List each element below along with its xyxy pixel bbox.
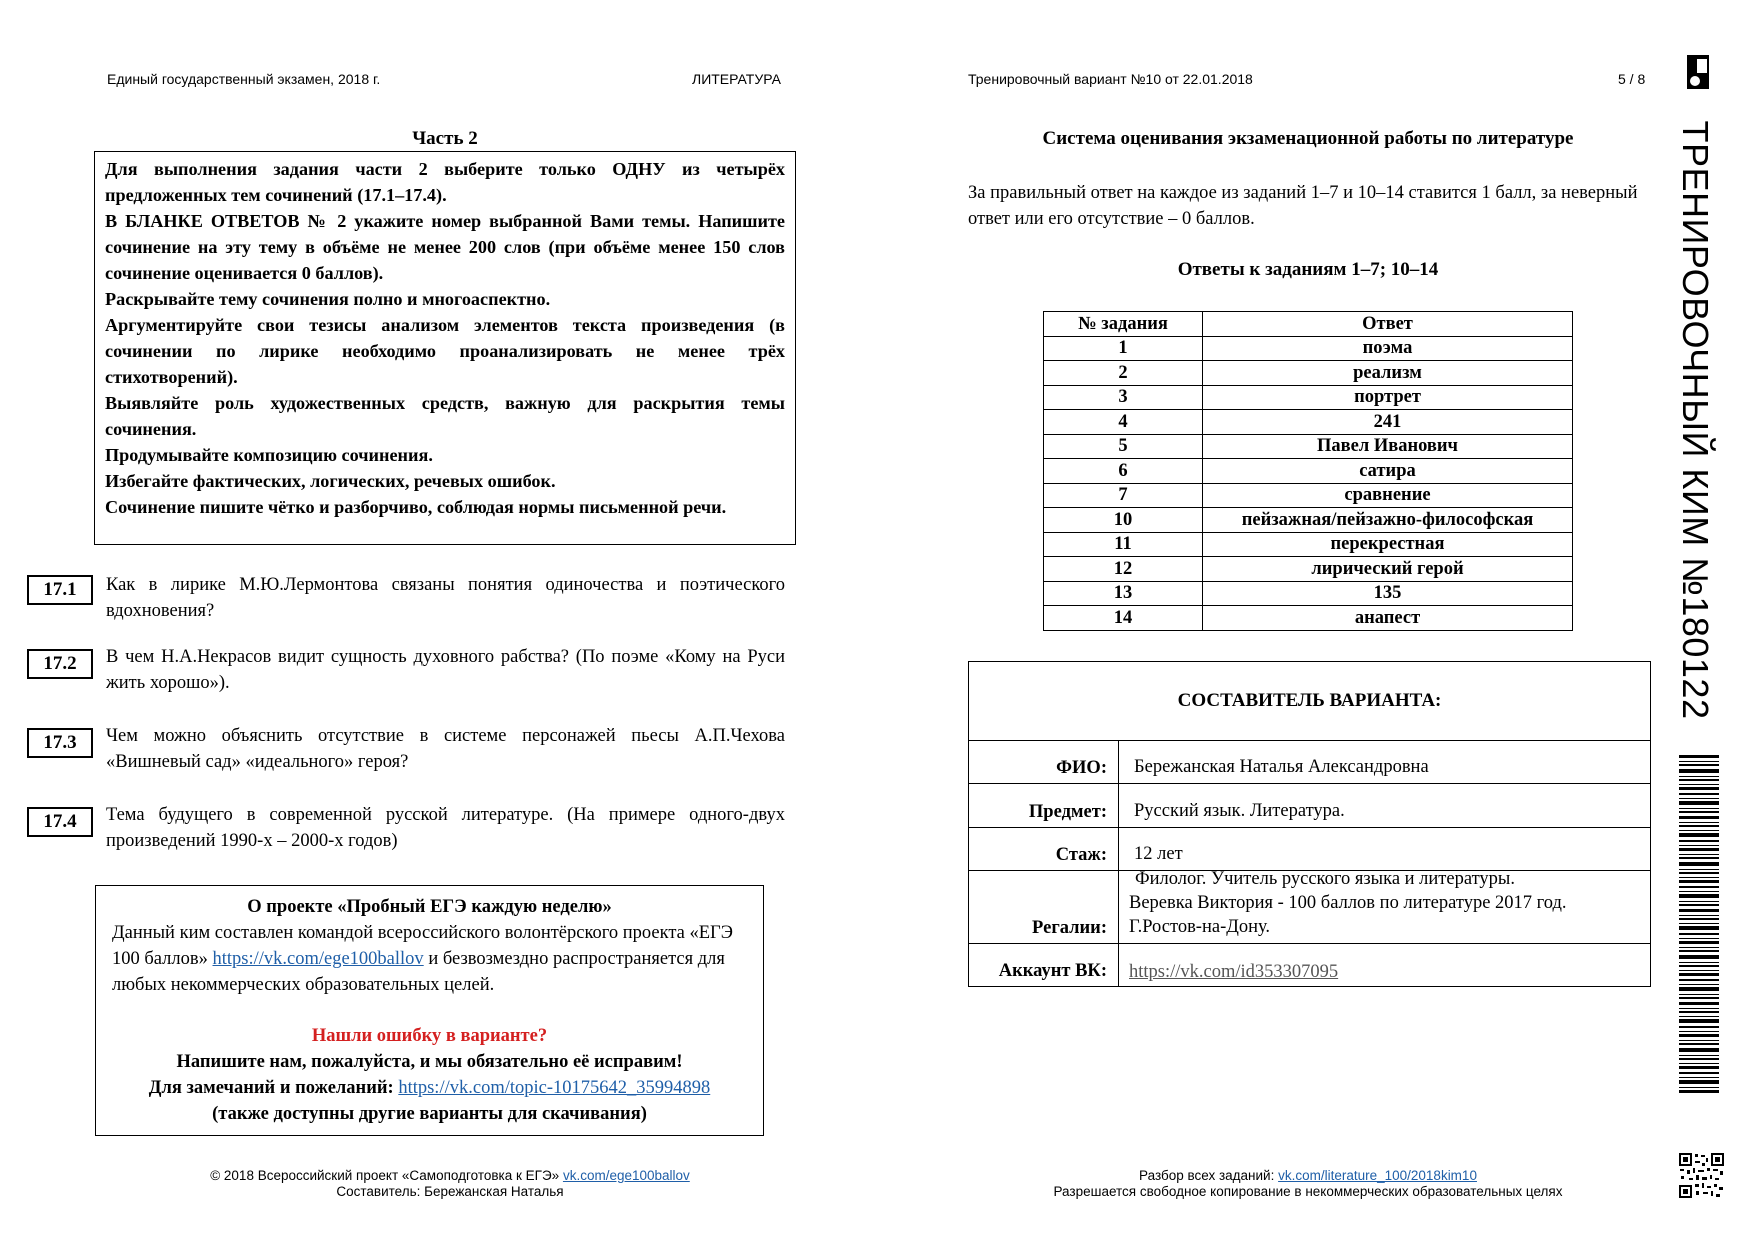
table-row [1044,483,1573,508]
divider [1118,871,1119,943]
author-row-regalia [969,871,1650,944]
instruction: Аргументируйте свои тезисы анализом элементов текста произведения (в сочинении по лирике необходимо проанализировать не менее трёх стихотворений). [105,315,785,387]
footer-author: Составитель: Бережанская Наталья [336,1184,564,1199]
task-cell: 11 [1044,532,1203,557]
task-cell: 7 [1044,483,1203,508]
scoring-title: Система оценивания экзаменационной работы по литературе [1042,128,1574,149]
answers-title: Ответы к заданиям 1–7; 10–14 [1177,259,1439,280]
table-row [1044,361,1573,386]
qr-code-graphic [1679,1153,1724,1198]
task-cell: 14 [1044,606,1203,631]
author-row-vk [969,944,1650,986]
table-row [1044,459,1573,484]
subject-label: Предмет: [1028,802,1107,822]
task-cell: 1 [1044,336,1203,361]
regalia-value [1129,867,1642,939]
author-row-experience [969,828,1650,871]
vk-value-wrap [1129,960,1642,984]
author-box [968,661,1651,987]
regalia-label: Регалии: [1032,918,1107,938]
regalia-line: Г.Ростов-на-Дону. [1129,917,1271,937]
regalia-line: Филолог. Учитель русского языка и литературы. [1135,869,1515,889]
project-link[interactable]: https://vk.com/ege100ballov [212,949,424,969]
barcode [1679,753,1719,1097]
about-title: О проекте «Пробный ЕГЭ каждую неделю» [247,897,612,917]
task-cell: 6 [1044,459,1203,484]
experience-label: Стаж: [1055,845,1107,865]
header-cell-task: № задания [1044,312,1203,337]
table-row [1044,385,1573,410]
answer-cell: анапест [1203,606,1573,631]
feedback-label: Для замечаний и пожеланий: [148,1078,399,1098]
copyright-text: © 2018 Всероссийский проект «Самоподготовка к ЕГЭ» [210,1168,563,1183]
author-row-fio [969,740,1650,784]
divider [1118,944,1119,986]
instruction: В БЛАНКЕ ОТВЕТОВ № 2 укажите номер выбранной Вами темы. Напишите сочинение на эту тему в объёме не менее 200 слов (при объёме менее 150 слов сочинение оценивается 0 баллов). [105,211,785,283]
task-cell: 4 [1044,410,1203,435]
answer-cell: поэма [1203,336,1573,361]
task-cell: 10 [1044,508,1203,533]
fio-label: ФИО: [1056,758,1107,778]
answer-cell: реализм [1203,361,1573,386]
answer-cell: лирический герой [1203,557,1573,582]
footer-left [95,1168,805,1200]
answer-cell: Павел Иванович [1203,434,1573,459]
divider [1118,740,1119,783]
task-text: Тема будущего в современной русской литературе. (На примере одного-двух произведений 1990-х – 2000-х годов) [106,805,785,851]
error-line: Напишите нам, пожалуйста, и мы обязательно её исправим! [176,1052,683,1072]
also-available: (также доступны другие варианты для скачивания) [212,1104,647,1124]
part-title: Часть 2 [412,128,478,149]
vk-link[interactable]: https://vk.com/id353307095 [1129,962,1339,982]
task-number: 17.4 [27,807,93,837]
vertical-title-text: ТРЕНИРОВОЧНЫЙ КИМ №180122 [1675,120,1716,720]
table-row [1044,557,1573,582]
answer-cell: пейзажная/пейзажно-философская [1203,508,1573,533]
task-number: 17.1 [27,575,93,605]
answer-cell: перекрестная [1203,532,1573,557]
subject-name: ЛИТЕРАТУРА [692,71,781,87]
task-cell: 2 [1044,361,1203,386]
regalia-line: Веревка Виктория - 100 баллов по литературе 2017 год. [1129,893,1567,913]
variant-name: Тренировочный вариант №10 от 22.01.2018 [968,71,1253,87]
answers-table [1043,311,1573,631]
instructions-box [94,151,796,545]
answer-cell: 135 [1203,581,1573,606]
task-text: Чем можно объяснить отсутствие в системе персонажей пьесы А.П.Чехова «Вишневый сад» «идеального» героя? [106,726,785,772]
divider [1118,784,1119,827]
instruction: Выявляйте роль художественных средств, важную для раскрытия темы сочинения. [105,393,785,439]
footer-left-line1 [95,1168,805,1184]
table-row [1044,410,1573,435]
about-text [96,920,763,998]
vertical-title [1665,120,1725,720]
instruction: Раскрывайте тему сочинения полно и многоаспектно. [105,289,551,309]
footer-right [968,1168,1648,1200]
author-title: СОСТАВИТЕЛЬ ВАРИАНТА: [969,662,1650,741]
barcode-graphic [1679,753,1719,1097]
analysis-link[interactable]: vk.com/literature_100/2018kim10 [1278,1168,1477,1183]
about-text-part: Данный ким составлен командой всероссийского волонтёрского проекта «ЕГЭ 100 баллов» [112,923,733,969]
scoring-text: За правильный ответ на каждое из заданий 1–7 и 10–14 ставится 1 балл, за неверный ответ или его отсутствие – 0 баллов. [968,183,1638,229]
divider [1118,828,1119,870]
task-text: В чем Н.А.Некрасов видит сущность духовного рабства? (По поэме «Кому на Руси жить хорошо»). [106,647,785,693]
qr-code [1679,1153,1724,1198]
instruction: Сочинение пишите чётко и разборчиво, соблюдая нормы письменной речи. [105,497,727,517]
about-text-part: и безвозмездно распространяется для любых некоммерческих образовательных целей. [112,949,725,995]
task-number: 17.2 [27,649,93,679]
subject-value: Русский язык. Литература. [1134,801,1345,821]
error-title: Нашли ошибку в варианте? [311,1026,548,1046]
answer-cell: портрет [1203,385,1573,410]
table-row [1044,336,1573,361]
page-number: 5 / 8 [1618,71,1646,87]
about-project-box [95,885,764,1136]
feedback-line [96,1075,763,1101]
instruction: Продумывайте композицию сочинения. [105,445,433,465]
instruction: Избегайте фактических, логических, речевых ошибок. [105,471,556,491]
feedback-link[interactable]: https://vk.com/topic-10175642_35994898 [398,1078,711,1098]
copy-permission: Разрешается свободное копирование в некоммерческих образовательных целях [1053,1184,1563,1199]
footer-project-link[interactable]: vk.com/ege100ballov [562,1168,690,1183]
answer-cell: сатира [1203,459,1573,484]
table-row [1044,434,1573,459]
corner-marker [1687,55,1709,89]
answer-cell: сравнение [1203,483,1573,508]
answer-cell: 241 [1203,410,1573,435]
exam-name: Единый государственный экзамен, 2018 г. [107,71,381,87]
task-cell: 12 [1044,557,1203,582]
task-cell: 13 [1044,581,1203,606]
experience-value: 12 лет [1134,844,1183,864]
header-cell-answer: Ответ [1203,312,1573,337]
table-row [1044,606,1573,631]
task-cell: 3 [1044,385,1203,410]
task-cell: 5 [1044,434,1203,459]
task-text: Как в лирике М.Ю.Лермонтова связаны понятия одиночества и поэтического вдохновения? [106,575,785,621]
vk-label: Аккаунт ВК: [998,961,1107,981]
task-number: 17.3 [27,728,93,758]
corner-marker-graphic [1687,55,1709,89]
table-header-row [1044,312,1573,337]
footer-right-line1 [968,1168,1648,1184]
fio-value: Бережанская Наталья Александровна [1134,757,1429,777]
analysis-text: Разбор всех заданий: [1139,1168,1279,1183]
instruction: Для выполнения задания части 2 выберите только ОДНУ из четырёх предложенных тем сочинений (17.1–17.4). [105,159,785,205]
table-row [1044,532,1573,557]
author-row-subject [969,784,1650,828]
table-row [1044,508,1573,533]
table-row [1044,581,1573,606]
